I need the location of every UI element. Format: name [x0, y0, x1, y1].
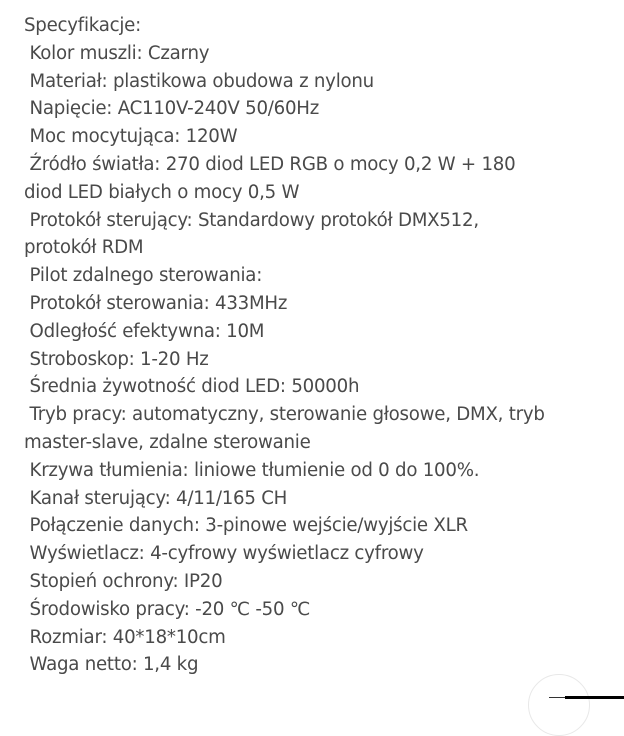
spec-line-shell-color: Kolor muszli: Czarny: [24, 42, 210, 64]
spec-line-display: Wyświetlacz: 4-cyfrowy wyświetlacz cyfrowy: [24, 543, 424, 565]
specification-text: [24, 12, 604, 679]
spec-line-voltage: Napięcie: AC110V-240V 50/60Hz: [24, 98, 320, 120]
spec-line-control-protocol-cont: protokół RDM: [24, 237, 144, 259]
spec-line-mode: Tryb pracy: automatyczny, sterowanie głosowe, DMX, tryb: [24, 404, 545, 426]
spec-line-mode-cont: master-slave, zdalne sterowanie: [24, 431, 311, 453]
spec-line-environment: Środowisko pracy: -20 ℃ -50 ℃: [24, 598, 311, 620]
spec-line-power: Moc mocytująca: 120W: [24, 126, 238, 148]
spec-line-protection: Stopień ochrony: IP20: [24, 570, 223, 592]
spec-line-data-connection: Połączenie danych: 3-pinowe wejście/wyjście XLR: [24, 515, 468, 537]
spec-line-size: Rozmiar: 40*18*10cm: [24, 626, 226, 648]
spec-heading: Specyfikacje:: [24, 15, 141, 36]
spec-line-remote-protocol: Protokół sterowania: 433MHz: [24, 292, 288, 314]
floating-action-button[interactable]: [528, 674, 590, 736]
spec-line-material: Materiał: plastikowa obudowa z nylonu: [24, 70, 374, 92]
spec-line-weight: Waga netto: 1,4 kg: [24, 654, 199, 676]
spec-line-remote: Pilot zdalnego sterowania:: [24, 265, 263, 287]
spec-line-strobe: Stroboskop: 1-20 Hz: [24, 348, 209, 370]
spec-line-dimming: Krzywa tłumienia: liniowe tłumienie od 0 do 100%.: [24, 459, 480, 481]
spec-line-led-lifetime: Średnia żywotność diod LED: 50000h: [24, 376, 360, 398]
divider: [549, 697, 565, 698]
spec-line-channels: Kanał sterujący: 4/11/165 CH: [24, 487, 288, 509]
spec-line-light-source-cont: diod LED białych o mocy 0,5 W: [24, 181, 300, 203]
spec-line-light-source: Źródło światła: 270 diod LED RGB o mocy 0,2 W + 180: [24, 153, 516, 175]
spec-line-control-protocol: Protokół sterujący: Standardowy protokół DMX512,: [24, 209, 479, 231]
spec-line-range: Odległość efektywna: 10M: [24, 320, 265, 342]
